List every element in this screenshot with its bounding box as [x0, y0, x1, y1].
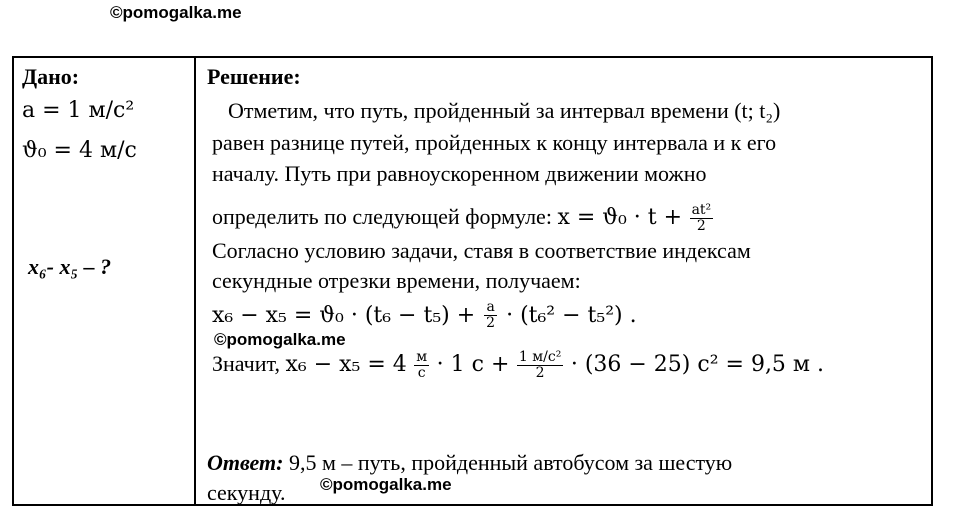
- formula-result-fraction-2-numerator: 1 м/с²: [518, 349, 562, 365]
- solution-line-2: равен разнице путей, пройденных к концу интервала и к его: [212, 130, 777, 155]
- formula-path-denominator: 2: [696, 218, 706, 235]
- formula-path: x = ϑ₀ · t +: [557, 204, 683, 230]
- formula-result-fraction-1-denominator: с: [417, 365, 426, 382]
- formula-difference-denominator: 2: [486, 315, 496, 332]
- formula-result-a: x₆ − x₅ = 4: [285, 351, 407, 377]
- watermark-top: ©pomogalka.me: [110, 3, 242, 22]
- watermark-middle: ©pomogalka.me: [214, 330, 346, 349]
- answer-line-1: [207, 452, 732, 474]
- formula-path-fraction: [690, 203, 714, 235]
- answer-text-1: 9,5 м – путь, пройденный автобусом за шестую: [288, 450, 733, 475]
- formula-result-fraction-1-numerator: м: [416, 349, 428, 365]
- solution-line-4: [212, 203, 715, 235]
- formula-difference-fraction: [484, 300, 497, 332]
- formula-difference-right: · (t₆² − t₅²) .: [506, 302, 637, 328]
- formula-difference-numerator: a: [484, 300, 497, 316]
- formula-difference: [212, 300, 637, 332]
- formula-difference-left: x₆ − x₅ = ϑ₀ · (t₆ − t₅) +: [212, 302, 476, 328]
- formula-result-c: · (36 − 25) с² = 9,5 м .: [570, 351, 825, 377]
- answer-line-2: секунду.: [207, 480, 286, 505]
- watermark-bottom: ©pomogalka.me: [320, 475, 452, 494]
- solution-line-1: Отметим, что путь, пройденный за интервал времени (t; t₂): [228, 98, 781, 123]
- solution-line-6: секундные отрезки времени, получаем:: [212, 268, 581, 293]
- formula-result-fraction-2: [517, 350, 563, 382]
- formula-result-b: · 1 с +: [436, 351, 510, 377]
- solution-line-4-text: определить по следующей формуле:: [212, 203, 552, 229]
- answer-label: Ответ:: [207, 450, 284, 475]
- formula-result-fraction-1: [414, 350, 429, 382]
- solution-line-7: [212, 350, 824, 382]
- given-unknown: x₆- x₅ – ?: [28, 254, 112, 279]
- given-heading: Дано:: [22, 64, 80, 89]
- solution-line-3: началу. Путь при равноускоренном движении можно: [212, 161, 707, 186]
- given-acceleration: a = 1 м/с²: [22, 98, 135, 123]
- solution-heading: Решение:: [207, 64, 301, 89]
- formula-path-numerator: at²: [691, 202, 712, 218]
- solution-line-5: Согласно условию задачи, ставя в соответствие индексам: [212, 238, 751, 263]
- formula-result-fraction-2-denominator: 2: [535, 365, 545, 382]
- column-divider: [194, 56, 196, 506]
- solution-line-7-text: Значит,: [212, 350, 280, 376]
- given-initial-velocity: ϑ₀ = 4 м/с: [22, 138, 137, 163]
